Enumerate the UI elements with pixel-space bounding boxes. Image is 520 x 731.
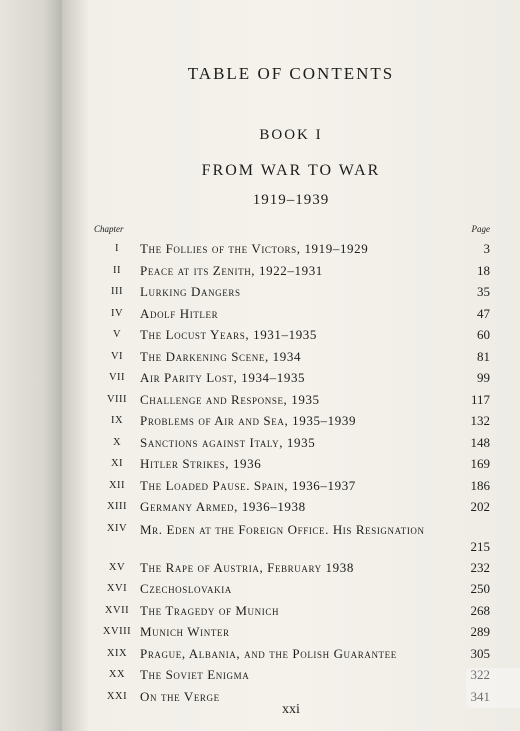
book-page: [62, 0, 520, 731]
chapter-number: XI: [110, 458, 124, 469]
chapter-page: 341: [470, 688, 490, 704]
chapter-number: XIV: [106, 522, 128, 534]
toc-row: [62, 432, 520, 454]
chapter-title: Adolf Hitler: [140, 305, 219, 321]
book-years: 1919–1939: [252, 192, 330, 208]
chapter-page: 215: [470, 538, 490, 554]
chapter-number: III: [111, 286, 123, 297]
chapter-column-header: Chapter: [94, 224, 124, 234]
chapter-number: XII: [108, 479, 126, 491]
chapter-title: Czechoslovakia: [140, 581, 232, 596]
toc-row: [62, 303, 520, 325]
chapter-number: XIX: [106, 647, 128, 659]
toc-row: [62, 324, 520, 346]
chapter-title: Germany Armed, 1936–1938: [140, 499, 306, 514]
toc-row: [62, 410, 520, 432]
page-column-header: Page: [471, 224, 490, 234]
chapter-page: 169: [470, 456, 490, 471]
toc-row: [62, 578, 520, 600]
chapter-number: XVI: [106, 583, 128, 594]
chapter-title: Sanctions against Italy, 1935: [140, 434, 316, 450]
table-of-contents: [62, 238, 520, 707]
chapter-page: 3: [483, 241, 490, 256]
left-page-edge: [0, 0, 62, 731]
chapter-number: VI: [110, 350, 124, 362]
chapter-page: 322: [470, 667, 490, 682]
chapter-number: I: [115, 243, 119, 254]
chapter-title: Challenge and Response, 1935: [140, 391, 320, 407]
chapter-title: Mr. Eden at the Foreign Office. His Resignation: [140, 521, 425, 537]
toc-row: [62, 621, 520, 643]
chapter-page: 117: [470, 391, 490, 407]
toc-row: [62, 475, 520, 497]
toc-row: [62, 496, 520, 518]
chapter-number: V: [112, 329, 122, 340]
chapter-page: 35: [477, 284, 490, 299]
chapter-number: XVII: [104, 604, 130, 616]
chapter-number: XIII: [106, 501, 128, 512]
chapter-title: Problems of Air and Sea, 1935–1939: [140, 413, 357, 428]
chapter-number: XV: [108, 561, 126, 573]
chapter-number: IX: [110, 415, 124, 426]
chapter-title: Munich Winter: [140, 624, 230, 639]
toc-row: [62, 664, 520, 686]
chapter-title: The Tragedy of Munich: [140, 602, 280, 618]
chapter-number: VIII: [106, 393, 128, 405]
chapter-title: The Follies of the Victors, 1919–1929: [140, 241, 369, 256]
toc-row: [62, 518, 520, 557]
chapter-page: 232: [470, 559, 490, 575]
toc-row: [62, 260, 520, 282]
chapter-page: 289: [470, 624, 490, 639]
chapter-page: 202: [470, 499, 490, 514]
chapter-page: 305: [470, 645, 490, 661]
toc-row: [62, 346, 520, 368]
chapter-number: X: [112, 436, 122, 448]
book-subtitle: FROM WAR TO WAR: [201, 162, 381, 179]
page-title: TABLE OF CONTENTS: [187, 64, 395, 83]
toc-row: [62, 281, 520, 303]
toc-row: [62, 238, 520, 260]
chapter-page: 186: [470, 477, 490, 493]
toc-row: [62, 600, 520, 622]
chapter-number: VII: [108, 372, 126, 383]
watermark-seal: [466, 668, 520, 708]
chapter-page: 81: [477, 348, 490, 364]
chapter-title: Peace at its Zenith, 1922–1931: [140, 262, 323, 278]
chapter-page: 60: [477, 327, 490, 342]
toc-row: [62, 643, 520, 665]
page-folio: xxi: [282, 702, 300, 717]
chapter-page: 47: [477, 305, 490, 321]
chapter-title: Lurking Dangers: [140, 284, 241, 299]
chapter-page: 18: [477, 262, 490, 278]
chapter-title: The Darkening Scene, 1934: [140, 348, 302, 364]
chapter-title: Hitler Strikes, 1936: [140, 456, 262, 471]
chapter-page: 132: [470, 413, 490, 428]
chapter-title: Air Parity Lost, 1934–1935: [140, 370, 306, 385]
chapter-number: XVIII: [102, 626, 132, 637]
toc-row: [62, 557, 520, 579]
chapter-page: 268: [470, 602, 490, 618]
chapter-number: IV: [110, 307, 124, 319]
chapter-number: XX: [108, 669, 126, 680]
chapter-number: II: [113, 264, 121, 276]
book-heading: BOOK I: [259, 127, 323, 143]
chapter-page: 99: [477, 370, 490, 385]
chapter-title: The Soviet Enigma: [140, 667, 250, 682]
chapter-title: The Rape of Austria, February 1938: [140, 559, 354, 575]
chapter-page: 148: [470, 434, 490, 450]
chapter-page: 250: [470, 581, 490, 596]
chapter-title: The Locust Years, 1931–1935: [140, 327, 317, 342]
chapter-number: XXI: [106, 690, 128, 702]
toc-row: [62, 367, 520, 389]
chapter-title: Prague, Albania, and the Polish Guarantee: [140, 645, 397, 661]
toc-row: [62, 389, 520, 411]
toc-row: [62, 453, 520, 475]
chapter-title: On the Verge: [140, 688, 220, 704]
chapter-title: The Loaded Pause. Spain, 1936–1937: [140, 477, 356, 493]
